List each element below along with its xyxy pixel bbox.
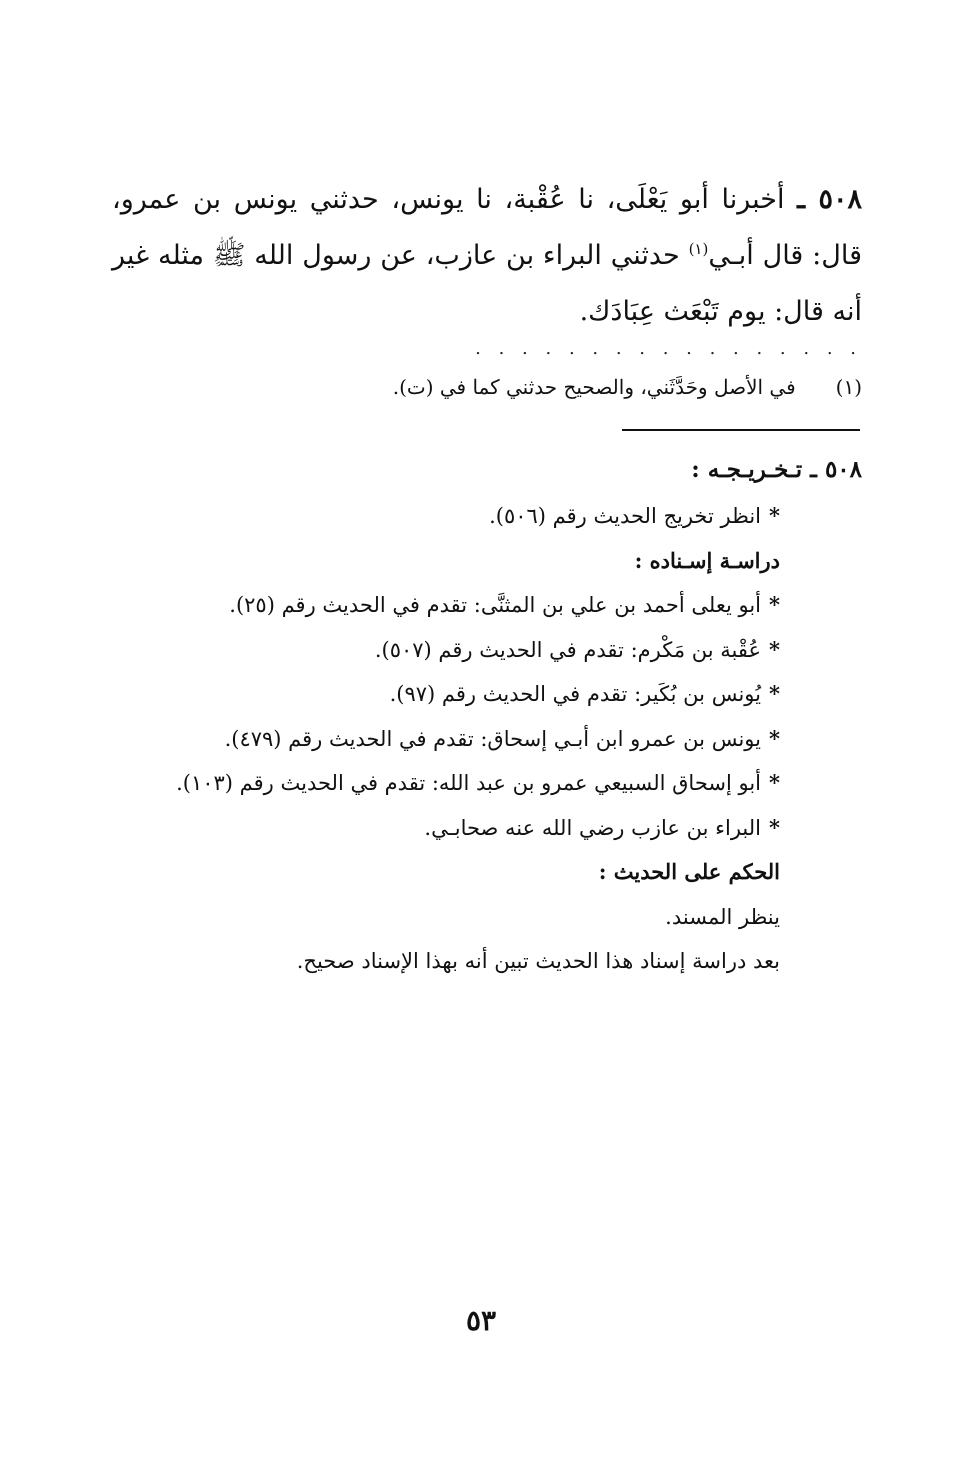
bullet-mark: * bbox=[769, 770, 780, 795]
hadith-text-part2: حدثني البراء بن عازب، عن رسول الله ﷺ مثله غير أنه قال: يوم تَبْعَث عِبَادَك. bbox=[112, 240, 862, 327]
hadith-number: ٥٠٨ ـ bbox=[797, 184, 862, 215]
takhrij-heading: ٥٠٨ ـ تـخـريـجـه : bbox=[691, 456, 862, 483]
narrator-item bbox=[140, 672, 780, 717]
narrator-text: أبو إسحاق السبيعي عمرو بن عبد الله: تقدم في الحديث رقم (١٠٣). bbox=[176, 771, 762, 795]
hadith-text-part1: أخبرنا أبو يَعْلَى، نا عُقْبة، نا يونس، حدثني يونس بن عمرو، قال: قال أبـي bbox=[112, 184, 862, 271]
section-divider bbox=[622, 429, 860, 431]
footnote-number: (١) bbox=[835, 375, 862, 399]
bullet-mark: * bbox=[769, 725, 780, 751]
narrator-text: يونس بن عمرو ابن أبـي إسحاق: تقدم في الحديث رقم (٤٧٩). bbox=[224, 726, 762, 751]
bullet-mark: * bbox=[769, 814, 780, 840]
isnad-heading: دراسـة إسـناده : bbox=[634, 547, 780, 573]
page-number: ٥٣ bbox=[465, 1304, 497, 1337]
narrator-item bbox=[140, 806, 780, 851]
hukm-heading: الحكم على الحديث : bbox=[598, 859, 780, 884]
narrator-item bbox=[140, 761, 780, 806]
bullet-mark: * bbox=[769, 636, 780, 662]
footnote-text: في الأصل وحَدَّثَني، والصحيح حدثني كما في (ت). bbox=[392, 375, 796, 399]
footnote bbox=[362, 372, 862, 402]
bullet-mark: * bbox=[769, 592, 780, 617]
hukm-line: ينظر المسند. bbox=[665, 904, 780, 929]
narrator-item bbox=[140, 583, 780, 628]
takhrij-line-text: انظر تخريج الحديث رقم (٥٠٦). bbox=[489, 504, 762, 528]
narrator-item bbox=[140, 628, 780, 673]
footnote-reference: (١) bbox=[688, 240, 709, 258]
takhrij-body bbox=[140, 494, 780, 984]
dotted-separator: . . . . . . . . . . . . . . . . . bbox=[475, 338, 862, 359]
narrator-text: أبو يعلى أحمد بن علي بن المثنَّى: تقدم في الحديث رقم (٢٥). bbox=[229, 593, 762, 617]
hukm-conclusion: بعد دراسة إسناد هذا الحديث تبين أنه بهذا الإسناد صحيح. bbox=[296, 949, 780, 973]
hadith-text bbox=[112, 172, 862, 340]
narrator-item bbox=[140, 717, 780, 762]
bullet-mark: * bbox=[769, 503, 780, 528]
takhrij-line bbox=[140, 494, 780, 539]
bullet-mark: * bbox=[769, 681, 780, 706]
narrator-text: عُقْبة بن مَكْرم: تقدم في الحديث رقم (٥٠٧). bbox=[374, 637, 762, 662]
narrator-text: البراء بن عازب رضي الله عنه صحابـي. bbox=[424, 815, 762, 840]
narrator-text: يُونس بن بُكَير: تقدم في الحديث رقم (٩٧). bbox=[389, 682, 762, 706]
